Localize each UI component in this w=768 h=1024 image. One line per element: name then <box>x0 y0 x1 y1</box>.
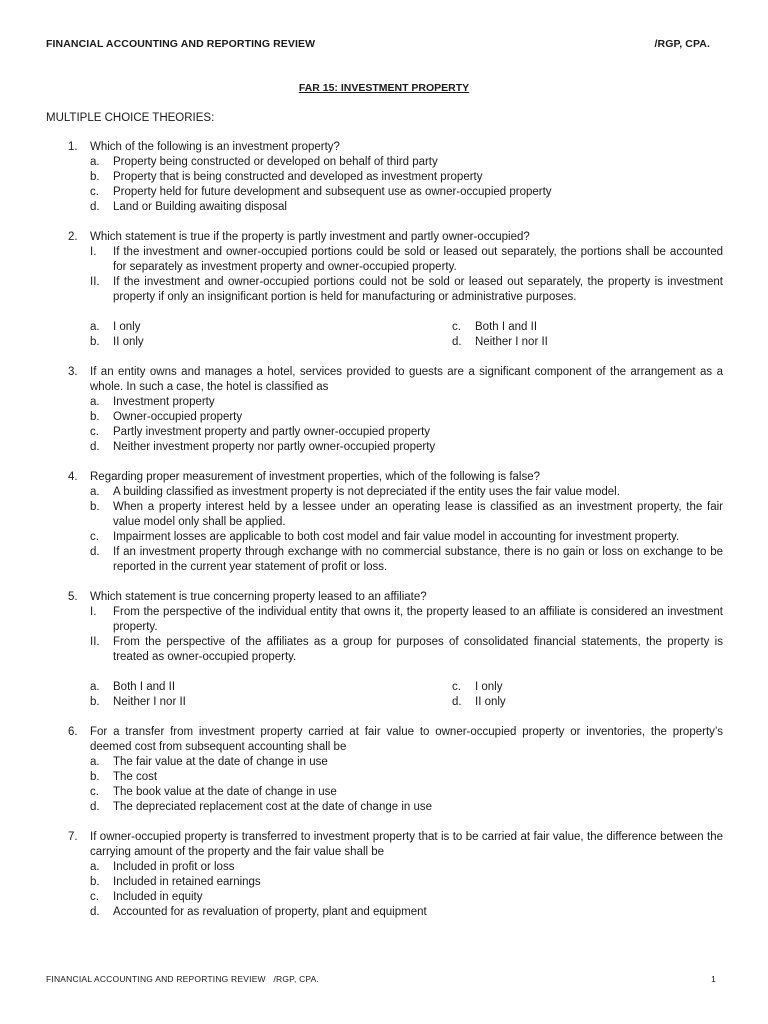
option-b: b. When a property interest held by a lessee under an operating lease is classified as an investment property, the fair value model only shall be applied. <box>90 501 723 528</box>
page-header <box>46 38 710 50</box>
option-c: c. Both I and II <box>452 321 538 333</box>
statement-ii: II. From the perspective of the affiliates as a group for purposes of consolidated financial statements, the property is treated as owner-occupied property. <box>90 636 723 663</box>
question-text: For a transfer from investment property carried at fair value to owner-occupied property or inventories, the property’s deemed cost from subsequent accounting shall be <box>90 726 723 753</box>
statement-i: I. From the perspective of the individual entity that owns it, the property leased to an affiliate is considered an investment property. <box>90 606 723 633</box>
page-footer <box>46 974 716 984</box>
option-c: c. The book value at the date of change in use <box>90 786 337 798</box>
option-d: d. II only <box>452 696 506 708</box>
option-grid <box>68 320 723 350</box>
option-a: a. I only <box>90 321 141 333</box>
footer-text: FINANCIAL ACCOUNTING AND REPORTING REVIEW /RGP, CPA. <box>46 974 320 984</box>
option-d: d. Neither investment property nor partly owner-occupied property <box>90 441 436 453</box>
option-c: c. Impairment losses are applicable to both cost model and fair value model in accounting for investment property. <box>90 531 680 543</box>
page-number: 1 <box>711 974 716 984</box>
question-7 <box>68 830 723 920</box>
option-c: c. I only <box>452 681 503 693</box>
question-text: Which statement is true if the property is partly investment and partly owner-occupied? <box>90 231 530 243</box>
question-list <box>68 140 723 935</box>
option-b: b. II only <box>90 336 144 348</box>
option-c: c. Property held for future development and subsequent use as owner-occupied property <box>90 186 552 198</box>
option-b: b. Property that is being constructed and developed as investment property <box>90 171 483 183</box>
question-number: 5. <box>68 591 78 603</box>
question-2 <box>68 230 723 350</box>
option-b: b. Neither I nor II <box>90 696 186 708</box>
option-a: a. The fair value at the date of change in use <box>90 756 328 768</box>
question-number: 1. <box>68 141 78 153</box>
option-grid <box>68 680 723 710</box>
question-number: 3. <box>68 366 78 378</box>
question-number: 2. <box>68 231 78 243</box>
question-4 <box>68 470 723 575</box>
option-a: a. A building classified as investment property is not depreciated if the entity uses the fair value model. <box>90 486 620 498</box>
option-d: d. Accounted for as revaluation of property, plant and equipment <box>90 906 427 918</box>
question-text: Which of the following is an investment property? <box>90 141 340 153</box>
question-text: If owner-occupied property is transferred to investment property that is to be carried at fair value, the difference between the carrying amount of the property and the fair value shall be <box>90 831 723 858</box>
option-c: c. Included in equity <box>90 891 203 903</box>
option-a: a. Investment property <box>90 396 215 408</box>
document-title: FAR 15: INVESTMENT PROPERTY <box>298 82 470 94</box>
option-b: b. Included in retained earnings <box>90 876 261 888</box>
question-number: 4. <box>68 471 78 483</box>
section-title: MULTIPLE CHOICE THEORIES: <box>46 112 215 124</box>
option-a: a. Property being constructed or developed on behalf of third party <box>90 156 438 168</box>
option-d: d. Neither I nor II <box>452 336 548 348</box>
header-course-title: FINANCIAL ACCOUNTING AND REPORTING REVIEW <box>46 38 316 50</box>
statement-ii: II. If the investment and owner-occupied portions could not be sold or leased out separately, the property is investment property if only an insignificant portion is held for manufacturing or administrative purposes. <box>90 276 723 303</box>
question-text: If an entity owns and manages a hotel, services provided to guests are a significant component of the arrangement as a whole. In such a case, the hotel is classified as <box>90 366 723 393</box>
option-a: a. Included in profit or loss <box>90 861 235 873</box>
option-d: d. The depreciated replacement cost at the date of change in use <box>90 801 433 813</box>
option-b: b. The cost <box>90 771 158 783</box>
question-number: 6. <box>68 726 78 738</box>
question-6 <box>68 725 723 815</box>
header-author: /RGP, CPA. <box>654 38 710 50</box>
option-b: b. Owner-occupied property <box>90 411 243 423</box>
option-a: a. Both I and II <box>90 681 176 693</box>
option-c: c. Partly investment property and partly owner-occupied property <box>90 426 431 438</box>
question-1 <box>68 140 723 215</box>
question-3 <box>68 365 723 455</box>
question-5 <box>68 590 723 710</box>
statement-i: I. If the investment and owner-occupied portions could be sold or leased out separately, the portions shall be accounted for separately as investment property and owner-occupied property. <box>90 246 723 273</box>
option-d: d. If an investment property through exchange with no commercial substance, there is no gain or loss on exchange to be reported in the current year statement of profit or loss. <box>90 546 723 573</box>
question-text: Which statement is true concerning property leased to an affiliate? <box>90 591 427 603</box>
question-text: Regarding proper measurement of investment properties, which of the following is false? <box>90 471 541 483</box>
question-number: 7. <box>68 831 78 843</box>
option-d: d. Land or Building awaiting disposal <box>90 201 287 213</box>
